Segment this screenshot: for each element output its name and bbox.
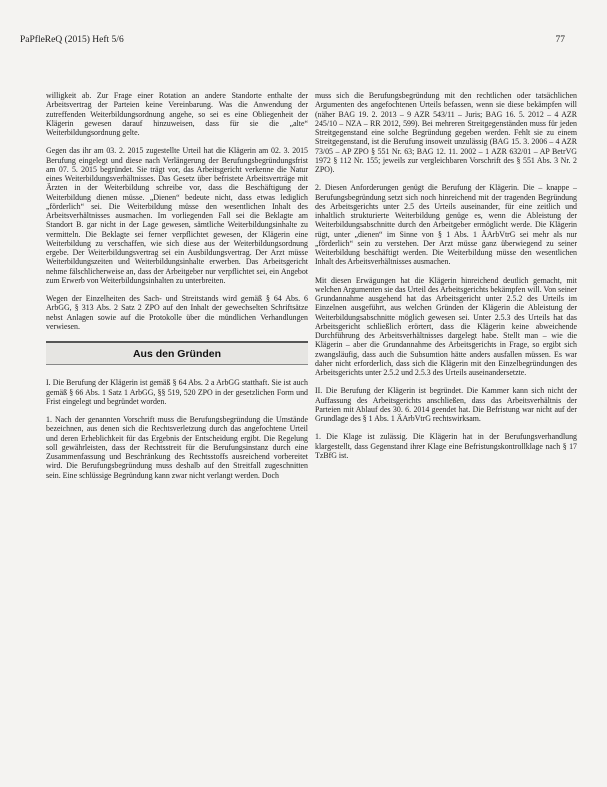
paragraph: Gegen das ihr am 03. 2. 2015 zugestellte Urteil hat die Klägerin am 02. 3. 2015 Berufung eingelegt und diese nach Verlängerung der Berufungsbegründungsfrist am 07. 5. 2015 begründet. Sie trägt vor, das Arbeitsgericht verkenne die Natur eines Weiterbildungsverhältnisses. Das Gesetz über befristete Arbeitsverträge mit Ärzten in der Weiterbildung schreibe vor, dass die Beschäftigung der Weiterbildung dienen müsse. „Dienen“ bedeute nicht, dass etwas lediglich „förderlich“ sei. Die Weiterbildung müsse den wesentlichen Inhalt des Arbeitsverhältnisses ausmachen. Im vorliegenden Fall sei die Beklagte am Standort B. gar nicht in der Lage gewesen, sämtliche Weiterbildungsinhalte zu vermitteln. Die Beklagte sei ferner verpflichtet gewesen, der Klägerin eine Weiterbildung zu verschaffen, wie sich diese aus der Weiterbildungsordnung ergebe. Der Weiterbildungsvertrag sei ein Ausbildungsvertrag. Der Arzt müsse Weiterbildungszeiten und Weiterbildungsinhalte erwerben. Das Arbeitsgericht nehme fälschlicherweise an, dass der Arbeitgeber nur verpflichtet sei, ein Angebot zum Erwerb von Weiterbildungsinhalten zu unterbreiten. [46, 146, 308, 285]
paragraph: I. Die Berufung der Klägerin ist gemäß § 64 Abs. 2 a ArbGG statthaft. Sie ist auch gemäß § 66 Abs. 1 Satz 1 ArbGG, §§ 519, 520 ZPO in der gesetzlichen Form und Frist eingelegt und begründet worden. [46, 378, 308, 406]
paragraph: 1. Die Klage ist zulässig. Die Klägerin hat in der Berufungsverhandlung klargestellt, dass Gegenstand ihrer Klage eine Befristungskontrollklage nach § 17 TzBfG ist. [315, 432, 577, 460]
page-number: 77 [555, 35, 565, 45]
section-heading-box [46, 341, 308, 365]
journal-header: PaPfleReQ (2015) Heft 5/6 [20, 35, 124, 45]
right-column [315, 91, 577, 469]
paragraph: 2. Diesen Anforderungen genügt die Berufung der Klägerin. Die – knappe – Berufungsbegründung setzt sich noch hinreichend mit der tragenden Begründung des Arbeitsgerichts unter 2.5 des Urteils auseinander, für eine zeitlich und inhaltlich strukturierte Weiterbildung genüge es, wenn die Ableistung der Weiterbildungsabschnitte durch den Arbeitgeber ermöglicht werde. Die Klägerin rügt, unter „dienen“ im Sinne von § 1 Abs. 1 ÄArbVtrG sei mehr als nur „förderlich“ sein zu verstehen. Der Arzt müsse ganz überwiegend zu seiner Weiterbildung beschäftigt werden. Die Weiterbildung müsse den wesentlichen Inhalt des Arbeitsverhältnisses ausmachen. [315, 183, 577, 267]
paragraph: 1. Nach der genannten Vorschrift muss die Berufungsbegründung die Umstände bezeichnen, aus denen sich die Rechtsverletzung durch das angefochtene Urteil und deren Erheblichkeit für das Ergebnis der Entscheidung ergibt. Die Regelung soll gewährleisten, dass der Rechtsstreit für die Berufungsinstanz durch eine Zusammenfassung und Beschränkung des Rechtsstoffs ausreichend vorbereitet wird. Die Berufungsbegründung muss deshalb auf den Streitfall zugeschnitten sein. Eine schlüssige Begründung kann zwar nicht verlangt werden. Doch [46, 415, 308, 480]
paragraph: willigkeit ab. Zur Frage einer Rotation an andere Standorte enthalte der Arbeitsvertrag der Parteien keine Vereinbarung. Was die Anwendung der zutreffenden Weiterbildungsordnung angehe, so sei es eine Obliegenheit der Klägerin gewesen darauf hinzuweisen, dass für sie die „alte“ Weiterbildungsordnung gelte. [46, 91, 308, 137]
paragraph: Wegen der Einzelheiten des Sach- und Streitstands wird gemäß § 64 Abs. 6 ArbGG, § 313 Abs. 2 Satz 2 ZPO auf den Inhalt der gewechselten Schriftsätze nebst Anlagen sowie auf die Protokolle über die mündlichen Verhandlungen verwiesen. [46, 294, 308, 331]
paragraph: Mit diesen Erwägungen hat die Klägerin hinreichend deutlich gemacht, mit welchen Argumenten sie das Urteil des Arbeitsgerichts bekämpfen will. Von seiner Grundannahme ausgehend hat das Arbeitsgericht unter 2.5.2 des Urteils im Einzelnen ausgeführt, aus welchen Gründen der Klägerin die Ableistung der Weiterbildungsabschnitte möglich gewesen sei. Unter 2.5.3 des Urteils hat das Arbeitsgericht schließlich erörtert, dass die Klägerin keine abweichende Durchführung des Arbeitsverhältnisses dargelegt habe. Stellt man – wie die Klägerin – aber die Grundannahme des Arbeitsgerichts in Frage, so ergibt sich zwangsläufig, dass auch die Subsumtion hätte anders ausfallen müssen. Es war daher nicht erforderlich, dass sich die Klägerin mit den Einzelbegründungen des Arbeitsgerichts unter 2.5.2 und 2.5.3 des Urteils auseinandersetzte. [315, 275, 577, 377]
left-column [46, 91, 308, 489]
paragraph: II. Die Berufung der Klägerin ist begründet. Die Kammer kann sich nicht der Auffassung des Arbeitsgerichts anschließen, dass das Arbeitsverhältnis der Parteien mit Ablauf des 30. 6. 2014 geendet hat. Die Befristung war nicht auf der Grundlage des § 1 Abs. 1 ÄArbVtrG rechtswirksam. [315, 386, 577, 423]
paragraph: muss sich die Berufungsbegründung mit den rechtlichen oder tatsächlichen Argumenten des angefochtenen Urteils befassen, wenn sie diese bekämpfen will (näher BAG 19. 2. 2013 – 9 AZR 543/11 – Juris; BAG 16. 5. 2012 – 4 AZR 245/10 – NZA – RR 2012, 599). Bei mehreren Streitgegenständen muss für jeden Streitgegenstand eine solche Begründung gegeben werden. Fehlt sie zu einem Streitgegenstand, ist die Berufung insoweit unzulässig (BAG 15. 3. 2006 – 4 AZR 73/05 – AP ZPO § 551 Nr. 63; BAG 12. 11. 2002 – 1 AZR 632/01 – AP BetrVG 1972 § 112 Nr. 155; jeweils zur vergleichbaren Vorschrift des § 551 Abs. 3 Nr. 2 ZPO). [315, 91, 577, 174]
section-heading: Aus den Gründen [132, 348, 222, 360]
